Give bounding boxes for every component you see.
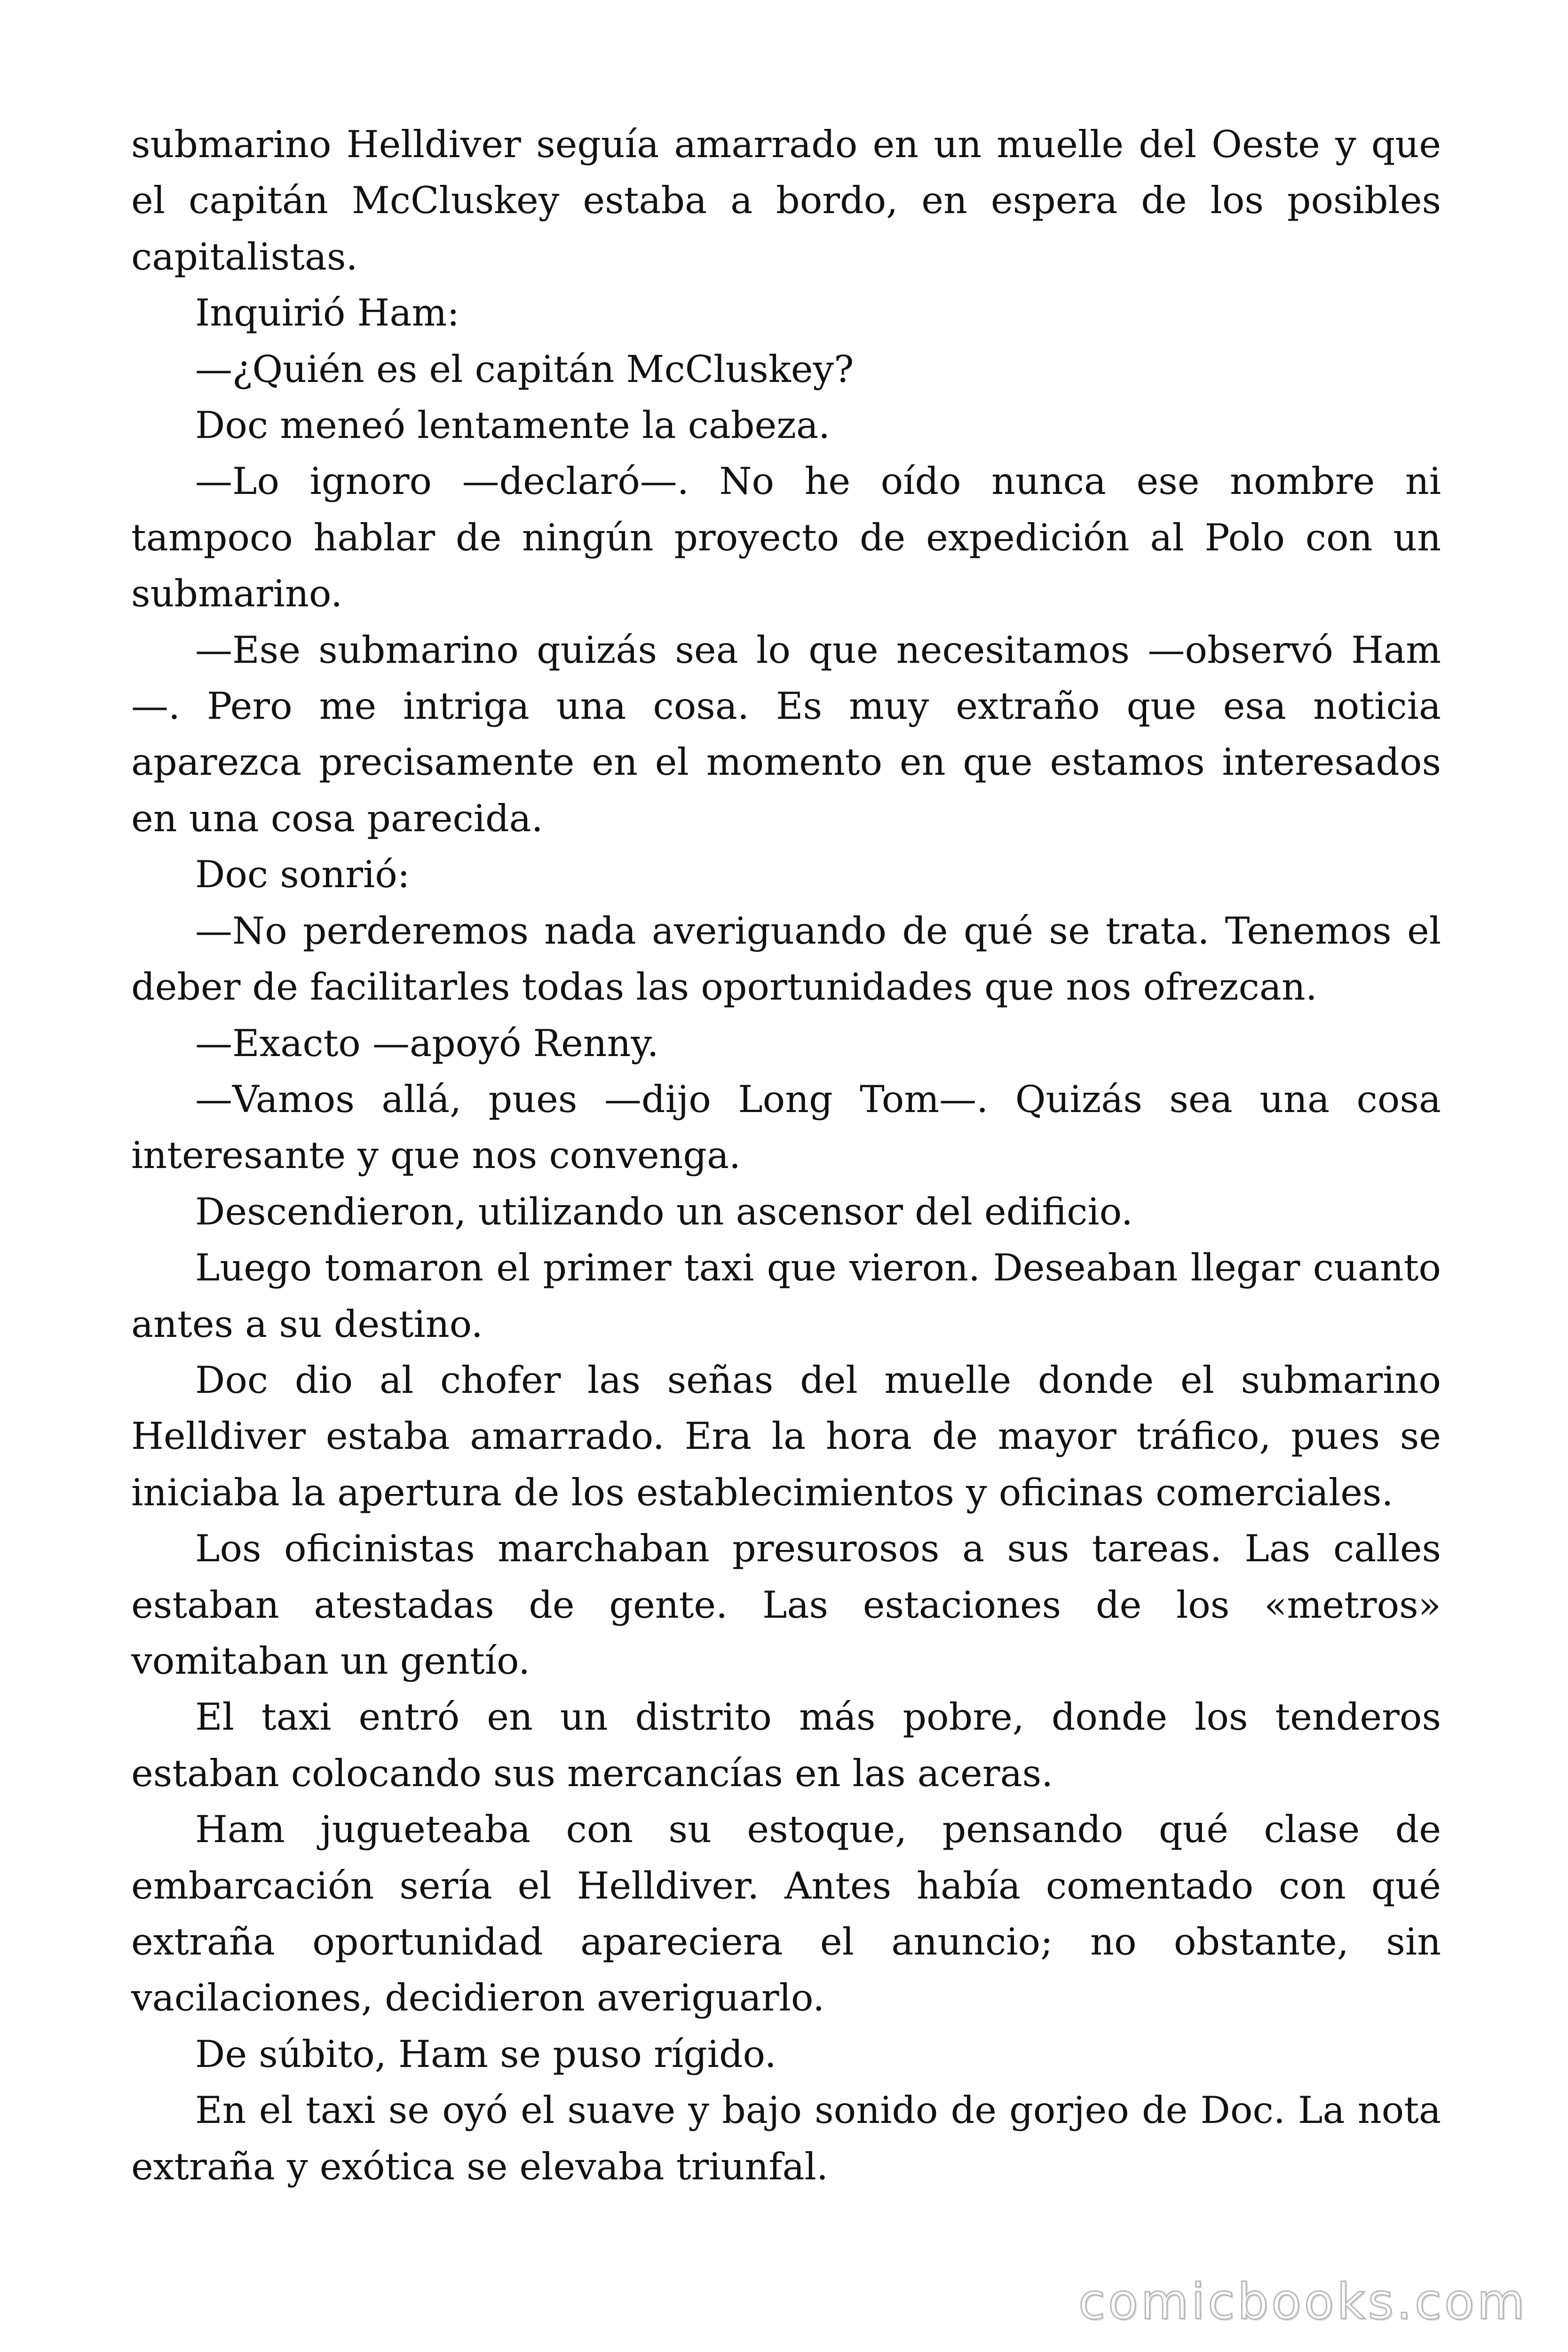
paragraph: Los oficinistas marchaban presurosos a sus tareas. Las calles estaban atestadas de gente. Las estaciones de los «metros» vomitaban un gentío. <box>131 1527 1441 1683</box>
watermark: comicbooks.com <box>1078 2273 1528 2330</box>
paragraph: De súbito, Ham se puso rígido. <box>195 2032 776 2076</box>
paragraph: —Exacto —apoyó Renny. <box>195 1021 659 1065</box>
paragraph: Ham jugueteaba con su estoque, pensando qué clase de embarcación sería el Helldiver. Antes había comentado con qué extraña oportunidad apareciera el anuncio; no obstante, sin vacilaciones, decidieron averiguarlo. <box>131 1808 1441 2020</box>
paragraph: —Lo ignoro —declaró—. No he oído nunca ese nombre ni tampoco hablar de ningún proyecto de expedición al Polo con un submarino. <box>131 460 1441 616</box>
paragraph: Inquirió Ham: <box>195 291 460 335</box>
paragraph: submarino Helldiver seguía amarrado en un muelle del Oeste y que el capitán McCluskey estaba a bordo, en espera de los posibles capitalistas. <box>131 123 1441 278</box>
paragraph: Doc dio al chofer las señas del muelle donde el submarino Helldiver estaba amarrado. Era la hora de mayor tráfico, pues se iniciaba la apertura de los establecimientos y oficinas comerciales. <box>131 1358 1441 1514</box>
paragraph: Descendieron, utilizando un ascensor del edificio. <box>195 1190 1133 1233</box>
page-text <box>131 117 1441 2195</box>
paragraph: —Vamos allá, pues —dijo Long Tom—. Quizás sea una cosa interesante y que nos convenga. <box>131 1077 1441 1177</box>
paragraph: Luego tomaron el primer taxi que vieron. Deseaban llegar cuanto antes a su destino. <box>131 1246 1441 1346</box>
paragraph: —No perderemos nada averiguando de qué se trata. Tenemos el deber de facilitarles todas las oportunidades que nos ofrezcan. <box>131 909 1441 1009</box>
paragraph: El taxi entró en un distrito más pobre, donde los tenderos estaban colocando sus mercancías en las aceras. <box>131 1695 1441 1795</box>
paragraph: En el taxi se oyó el suave y bajo sonido de gorjeo de Doc. La nota extraña y exótica se elevaba triunfal. <box>131 2089 1441 2188</box>
paragraph: Doc sonrió: <box>195 853 410 897</box>
paragraph: —Ese submarino quizás sea lo que necesitamos —observó Ham —. Pero me intriga una cosa. Es muy extraño que esa noticia aparezca precisamente en el momento en que estamos interesados en una cosa parecida. <box>131 628 1441 840</box>
paragraph: —¿Quién es el capitán McCluskey? <box>195 347 854 391</box>
paragraph: Doc meneó lentamente la cabeza. <box>195 404 831 447</box>
